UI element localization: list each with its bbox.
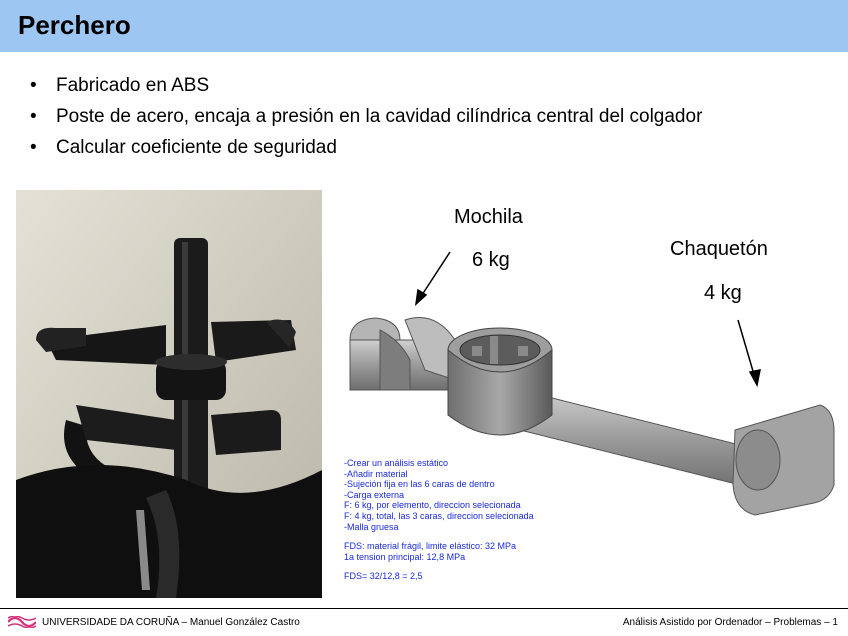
note-step: -Sujeción fija en las 6 caras de dentro [344,479,495,490]
bullet-text: Fabricado en ABS [56,75,210,96]
note-step: -Carga externa [344,489,405,500]
note-step: -Crear un análisis estático [344,458,449,468]
footer-divider [0,608,848,609]
bullet-text: Calcular coeficiente de seguridad [56,137,337,158]
note-step: -Malla gruesa [344,521,399,532]
footer-left-text: UNIVERSIDADE DA CORUÑA – Manuel González Castro [42,616,300,628]
note-step: F: 6 kg, por elemento, direccion selecionada [344,500,521,511]
note-conclusion: FDS= 32/12,8 = 2,5 [344,571,423,582]
load-value-chaqueton: 4 kg [704,282,742,304]
arrow-mochila-icon [420,252,450,298]
note-step: -Añadir material [344,468,408,479]
bullet-icon: • [30,106,37,127]
bullet-icon: • [30,75,37,96]
note-result: FDS: material frágil, limite elástico: 32 MPa [344,541,517,552]
load-value-mochila: 6 kg [472,249,510,271]
slide-title: Perchero [18,10,131,40]
analysis-notes [344,458,534,582]
load-label-mochila: Mochila [454,206,523,228]
footer-right-text: Análisis Asistido por Ordenador – Problemas – 1 [622,617,838,628]
note-step: F: 4 kg, total, las 3 caras, direccion selecionada [344,510,534,521]
footer-left [8,616,300,628]
load-label-chaqueton: Chaquetón [670,238,768,260]
note-result: 1a tension principal: 12,8 MPa [344,551,466,562]
university-logo-icon [8,616,36,628]
bullet-text: Poste de acero, encaja a presión en la cavidad cilíndrica central del colgador [56,106,703,127]
bullet-icon: • [30,137,37,158]
